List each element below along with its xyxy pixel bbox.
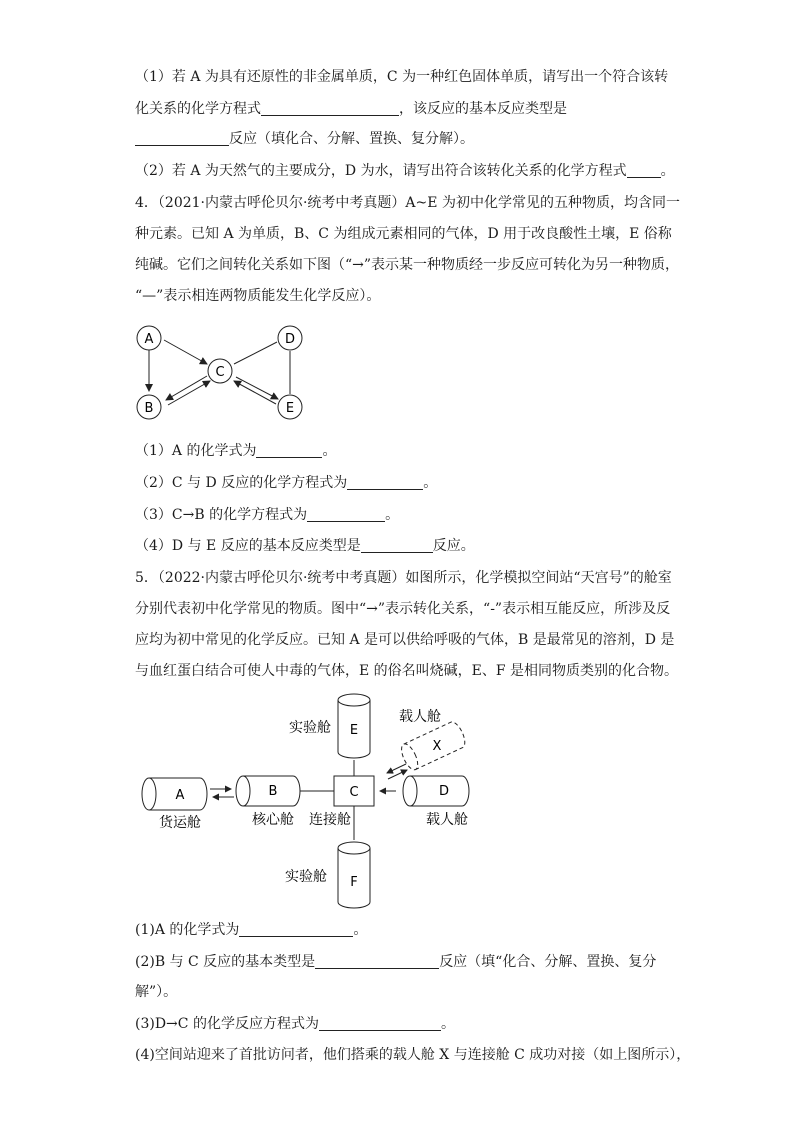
- q5-sub3: (3)D→C 的化学反应方程式为 。: [135, 1016, 455, 1032]
- svg-text:E: E: [285, 401, 295, 416]
- node-c: [208, 359, 232, 383]
- module-d: [403, 776, 469, 806]
- edge-b-to-c: [168, 381, 210, 405]
- node-a: [137, 326, 161, 350]
- answer-blank[interactable]: [347, 475, 423, 490]
- module-b: [236, 776, 300, 806]
- q5-space-station-diagram: [130, 690, 490, 915]
- module-x: [398, 720, 468, 772]
- answer-blank[interactable]: [239, 922, 353, 937]
- answer-blank[interactable]: [256, 443, 322, 458]
- q4-sub1: （1）A 的化学式为 。: [135, 443, 337, 459]
- svg-text:A: A: [175, 788, 185, 803]
- node-d: [278, 326, 302, 350]
- svg-text:B: B: [268, 784, 278, 799]
- q3-sub1-line1: （1）若 A 为具有还原性的非金属单质，C 为一种红色固体单质，请写出一个符合该转: [135, 69, 669, 85]
- edge-a-to-c: [164, 340, 207, 364]
- q5-sub2-cont: 解”）。: [135, 984, 178, 1000]
- q4-stem-line1: 4．（2021·内蒙古呼伦贝尔·统考中考真题）A~E 为初中化学常见的五种物质，均含同一: [135, 195, 680, 211]
- module-c: [334, 776, 374, 806]
- svg-text:F: F: [350, 875, 358, 890]
- q4-sub3: （3）C→B 的化学方程式为 。: [135, 507, 400, 523]
- svg-text:D: D: [284, 332, 296, 347]
- q4-relation-diagram: [130, 318, 320, 428]
- q3-sub1-line2: 化关系的化学方程式 ，该反应的基本反应类型是: [135, 101, 567, 117]
- svg-text:C: C: [215, 365, 225, 380]
- module-f-label: 实验舱: [285, 869, 327, 885]
- q4-sub4: （4）D 与 E 反应的基本反应类型是 反应。: [135, 538, 475, 554]
- edge-c-to-e: [236, 377, 278, 399]
- q4-stem-line2: 种元素。已知 A 为单质，B、C 为组成元素相同的气体，D 用于改良酸性土壤，E 俗称: [135, 226, 672, 242]
- q5-sub2: (2)B 与 C 反应的基本类型是 反应（填“化合、分解、置换、复分: [135, 954, 657, 970]
- module-e: [338, 694, 370, 758]
- answer-blank[interactable]: [315, 954, 439, 969]
- svg-text:C: C: [349, 785, 359, 800]
- answer-blank[interactable]: [627, 163, 661, 178]
- q5-stem-line3: 应均为初中常见的化学反应。已知 A 是可以供给呼吸的气体，B 是最常见的溶剂，D 是: [135, 632, 675, 648]
- answer-blank[interactable]: [307, 507, 385, 522]
- q4-sub2: （2）C 与 D 反应的化学方程式为 。: [135, 475, 438, 491]
- module-c-label: 连接舱: [309, 812, 351, 828]
- svg-text:X: X: [432, 739, 442, 754]
- answer-blank[interactable]: [319, 1016, 441, 1031]
- q4-stem-line4: “—”表示相连两物质能发生化学反应）。: [135, 288, 381, 304]
- answer-blank[interactable]: [361, 538, 433, 553]
- module-b-label: 核心舱: [252, 812, 294, 828]
- module-x-label: 载人舱: [399, 709, 441, 725]
- module-e-label: 实验舱: [289, 720, 331, 736]
- svg-text:D: D: [438, 784, 450, 799]
- edge-e-to-c: [234, 381, 276, 404]
- q3-sub1-line3: 反应（填化合、分解、置换、复分解）。: [135, 130, 474, 148]
- module-f: [338, 842, 370, 908]
- node-e: [278, 395, 302, 419]
- q5-stem-line4: 与血红蛋白结合可使人中毒的气体，E 的俗名叫烧碱，E、F 是相同物质类别的化合物。: [135, 663, 679, 679]
- svg-text:B: B: [144, 401, 154, 416]
- q4-stem-line3: 纯碱。它们之间转化关系如下图（“→”表示某一种物质经一步反应可转化为另一种物质，: [135, 257, 680, 273]
- q3-sub2-line: （2）若 A 为天然气的主要成分，D 为水，请写出符合该转化关系的化学方程式 。: [135, 163, 675, 179]
- answer-blank[interactable]: [135, 131, 229, 146]
- q5-stem-line1: 5．（2022·内蒙古呼伦贝尔·统考中考真题）如图所示，化学模拟空间站“天宫号”的舱室: [135, 570, 672, 586]
- q5-stem-line2: 分别代表初中化学常见的物质。图中“→”表示转化关系，“-”表示相互能反应，所涉及反: [135, 601, 671, 617]
- svg-text:E: E: [349, 723, 359, 738]
- edge-d-c: [234, 342, 277, 364]
- q5-sub1: (1)A 的化学式为 。: [135, 922, 368, 938]
- module-a: [142, 778, 207, 810]
- module-a-label: 货运舱: [159, 815, 201, 831]
- module-d-label: 载人舱: [426, 812, 468, 828]
- svg-text:A: A: [144, 332, 154, 347]
- edge-c-to-b: [166, 376, 207, 400]
- q5-sub4: (4)空间站迎来了首批访问者，他们搭乘的载人舱 X 与连接舱 C 成功对接（如上图所示），: [135, 1047, 691, 1063]
- node-b: [137, 395, 161, 419]
- answer-blank[interactable]: [261, 101, 399, 116]
